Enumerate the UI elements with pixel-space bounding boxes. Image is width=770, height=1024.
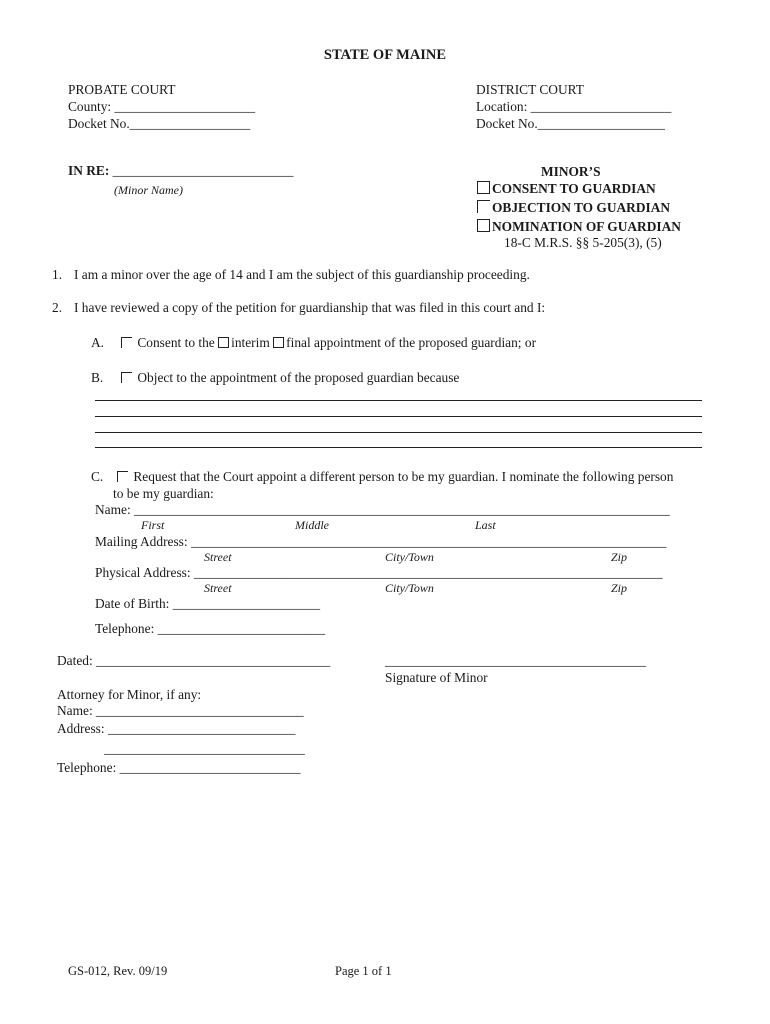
objection-reason-line-1[interactable] bbox=[95, 400, 702, 401]
probate-county-field[interactable]: County: _____________________ bbox=[68, 99, 256, 114]
form-number: GS-012, Rev. 09/19 bbox=[68, 964, 168, 978]
attorney-heading: Attorney for Minor, if any: bbox=[57, 687, 202, 702]
objection-reason-line-2[interactable] bbox=[95, 416, 702, 417]
option-c-label-cont: to be my guardian: bbox=[113, 486, 214, 501]
option-a-consent-label: Consent to the bbox=[137, 335, 215, 350]
district-docket-field[interactable]: Docket No.___________________ bbox=[476, 116, 665, 131]
date-of-birth-field[interactable]: Date of Birth: ______________________ bbox=[95, 596, 321, 611]
option-consent-label: CONSENT TO GUARDIAN bbox=[492, 181, 656, 196]
mailing-address-field[interactable]: Mailing Address: _______________________________________________________________________ bbox=[95, 534, 667, 549]
statute-citation: 18-C M.R.S. §§ 5-205(3), (5) bbox=[504, 235, 662, 250]
option-b-row[interactable] bbox=[121, 371, 459, 384]
minor-name-field[interactable]: ___________________________ bbox=[112, 163, 294, 178]
option-nomination-label: NOMINATION OF GUARDIAN bbox=[492, 219, 681, 234]
probate-court-heading: PROBATE COURT bbox=[68, 82, 176, 97]
mailing-city-caption: City/Town bbox=[385, 550, 434, 564]
option-a-letter: A. bbox=[91, 335, 105, 350]
physical-address-field[interactable]: Physical Address: ______________________________________________________________________ bbox=[95, 565, 663, 580]
mailing-street-caption: Street bbox=[204, 550, 232, 564]
attorney-name-field[interactable]: Name: _______________________________ bbox=[57, 703, 304, 718]
item-2-text: I have reviewed a copy of the petition for guardianship that was filed in this court and I: bbox=[74, 300, 546, 315]
option-b-label: Object to the appointment of the proposed guardian because bbox=[137, 370, 460, 385]
district-location-field[interactable]: Location: _____________________ bbox=[476, 99, 672, 114]
mailing-zip-caption: Zip bbox=[611, 550, 628, 564]
minor-name-caption: (Minor Name) bbox=[114, 183, 183, 197]
physical-street-caption: Street bbox=[204, 581, 232, 595]
interim-checkbox[interactable] bbox=[218, 337, 229, 348]
interim-label: interim bbox=[231, 335, 270, 350]
final-checkbox[interactable] bbox=[273, 337, 284, 348]
option-c-row[interactable] bbox=[117, 470, 673, 483]
document-title: STATE OF MAINE bbox=[323, 47, 447, 63]
in-re-label: IN RE: bbox=[68, 163, 110, 178]
item-1-number: 1. bbox=[52, 267, 63, 282]
page-number: Page 1 of 1 bbox=[335, 964, 392, 978]
nominee-telephone-field[interactable]: Telephone: _________________________ bbox=[95, 621, 326, 636]
nominee-name-field[interactable]: Name: ________________________________________________________________________________ bbox=[95, 502, 670, 517]
attorney-telephone-field[interactable]: Telephone: ___________________________ bbox=[57, 760, 301, 775]
option-consent[interactable] bbox=[477, 181, 656, 195]
nomination-checkbox[interactable] bbox=[477, 219, 490, 232]
signature-line[interactable]: _______________________________________ bbox=[385, 653, 647, 668]
probate-docket-field[interactable]: Docket No.__________________ bbox=[68, 116, 251, 131]
option-c-label: Request that the Court appoint a different person to be my guardian. I nominate the following person bbox=[133, 469, 674, 484]
item-1-text: I am a minor over the age of 14 and I am the subject of this guardianship proceeding. bbox=[74, 267, 530, 282]
option-b-letter: B. bbox=[91, 370, 104, 385]
signature-label: Signature of Minor bbox=[385, 670, 488, 685]
physical-city-caption: City/Town bbox=[385, 581, 434, 595]
district-court-heading: DISTRICT COURT bbox=[476, 82, 584, 97]
final-label: final appointment of the proposed guardian; or bbox=[286, 335, 537, 350]
consent-checkbox[interactable] bbox=[477, 181, 490, 194]
item-2-number: 2. bbox=[52, 300, 63, 315]
objection-reason-line-4[interactable] bbox=[95, 447, 702, 448]
option-b-checkbox[interactable] bbox=[121, 372, 132, 383]
option-c-letter: C. bbox=[91, 469, 104, 484]
option-c-checkbox[interactable] bbox=[117, 471, 128, 482]
option-objection-label: OBJECTION TO GUARDIAN bbox=[492, 200, 671, 215]
option-a-checkbox[interactable] bbox=[121, 337, 132, 348]
middle-name-caption: Middle bbox=[295, 518, 329, 532]
objection-checkbox[interactable] bbox=[477, 200, 490, 213]
attorney-address-field[interactable]: Address: ____________________________ bbox=[57, 721, 296, 736]
dated-field[interactable]: Dated: ___________________________________ bbox=[57, 653, 331, 668]
objection-reason-line-3[interactable] bbox=[95, 432, 702, 433]
attorney-address-line-2[interactable]: ______________________________ bbox=[104, 741, 305, 756]
in-re-row bbox=[68, 164, 293, 177]
first-name-caption: First bbox=[141, 518, 165, 532]
physical-zip-caption: Zip bbox=[611, 581, 628, 595]
option-a-row[interactable] bbox=[121, 336, 536, 349]
option-nomination[interactable] bbox=[477, 219, 681, 233]
form-title: MINOR’S bbox=[541, 164, 601, 179]
last-name-caption: Last bbox=[475, 518, 496, 532]
option-objection[interactable] bbox=[477, 200, 670, 214]
